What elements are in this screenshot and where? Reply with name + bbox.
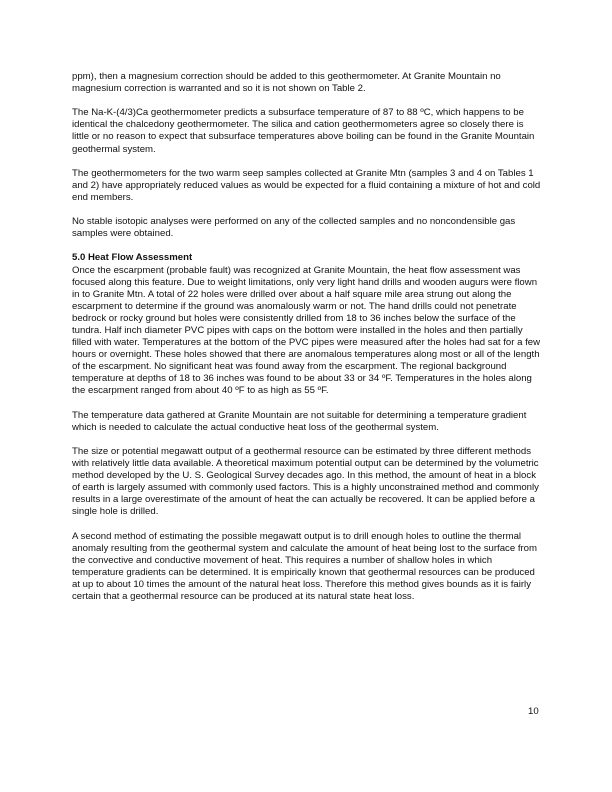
paragraph-warm-seep-samples: The geothermometers for the two warm seep samples collected at Granite Mtn (samples 3 and 4 on Tables 1 and 2) have appropriately reduced values as would be expected for a fluid containing a mixture of hot and cold end members. (72, 167, 541, 203)
paragraph-temperature-gradient: The temperature data gathered at Granite Mountain are not suitable for determining a temperature gradient which is needed to calculate the actual conductive heat loss of the geothermal system. (72, 409, 527, 433)
paragraph-escarpment-holes: Once the escarpment (probable fault) was recognized at Granite Mountain, the heat flow assessment was focused along this feature. Due to weight limitations, only very light hand drills and wooden augurs were flown in to Granite Mtn. A total of 22 holes were drilled over about a half square mile area strung out along the escarpment to determine if the ground was anomalously warm or not. The hand drills could not penetrate bedrock or rocky ground but holes were consistently drilled from 18 to 36 inches below the surface of the tundra. Half inch diameter PVC pipes with caps on the bottom were installed in the holes and then partially filled with water. Temperatures at the bottom of the PVC pipes were measured after the holes had sat for a few hours or overnight. These holes showed that there are anomalous temperatures along most or all of the length of the escarpment. No significant heat was found away from the escarpment. The regional background temperature at depths of 18 to 36 inches was found to be about 33 or 34 ºF. Temperatures in the holes along the escarpment ranged from about 40 ºF to as high as 55 ºF. (72, 264, 541, 397)
paragraph-na-k-ca-geothermometer: The Na-K-(4/3)Ca geothermometer predicts a subsurface temperature of 87 to 88 ºC, which happens to be identical the chalcedony geothermometer. The silica and cation geothermometers agree so closely there is little or no reason to expect that subsurface temperatures above boiling can be found in the Granite Mountain geothermal system. (72, 107, 535, 155)
section-heading-heat-flow: 5.0 Heat Flow Assessment (72, 252, 193, 264)
paragraph-magnesium-correction: ppm), then a magnesium correction should be added to this geothermometer. At Granite Mountain no magnesium correction is warranted and so it is not shown on Table 2. (72, 71, 501, 95)
document-page (72, 71, 542, 615)
paragraph-heat-loss-method: A second method of estimating the possible megawatt output is to drill enough holes to outline the thermal anomaly resulting from the geothermal system and calculate the amount of heat being lost to the surface from the convective and conductive movement of heat. This requires a number of shallow holes in which temperature gradients can be determined. It is empirically known that geothermal resources can be produced at up to about 10 times the amount of the natural heat loss. Therefore this method gives bounds as it is fairly certain that a geothermal resource can be produced at its natural state heat loss. (72, 530, 538, 603)
paragraph-volumetric-method: The size or potential megawatt output of a geothermal resource can be estimated by three different methods with relatively little data available. A theoretical maximum potential output can be determined by the volumetric method developed by the U. S. Geological Survey decades ago. In this method, the amount of heat in a block of earth is largely assumed with commonly used factors. This is a highly unconstrained method and commonly results in a large overestimate of the amount of heat the can actually be recovered. It can be applied before a single hole is drilled. (72, 445, 539, 518)
paragraph-isotopic-analyses: No stable isotopic analyses were performed on any of the collected samples and no noncondensible gas samples were obtained. (72, 216, 516, 240)
page-number: 10 (528, 706, 539, 717)
